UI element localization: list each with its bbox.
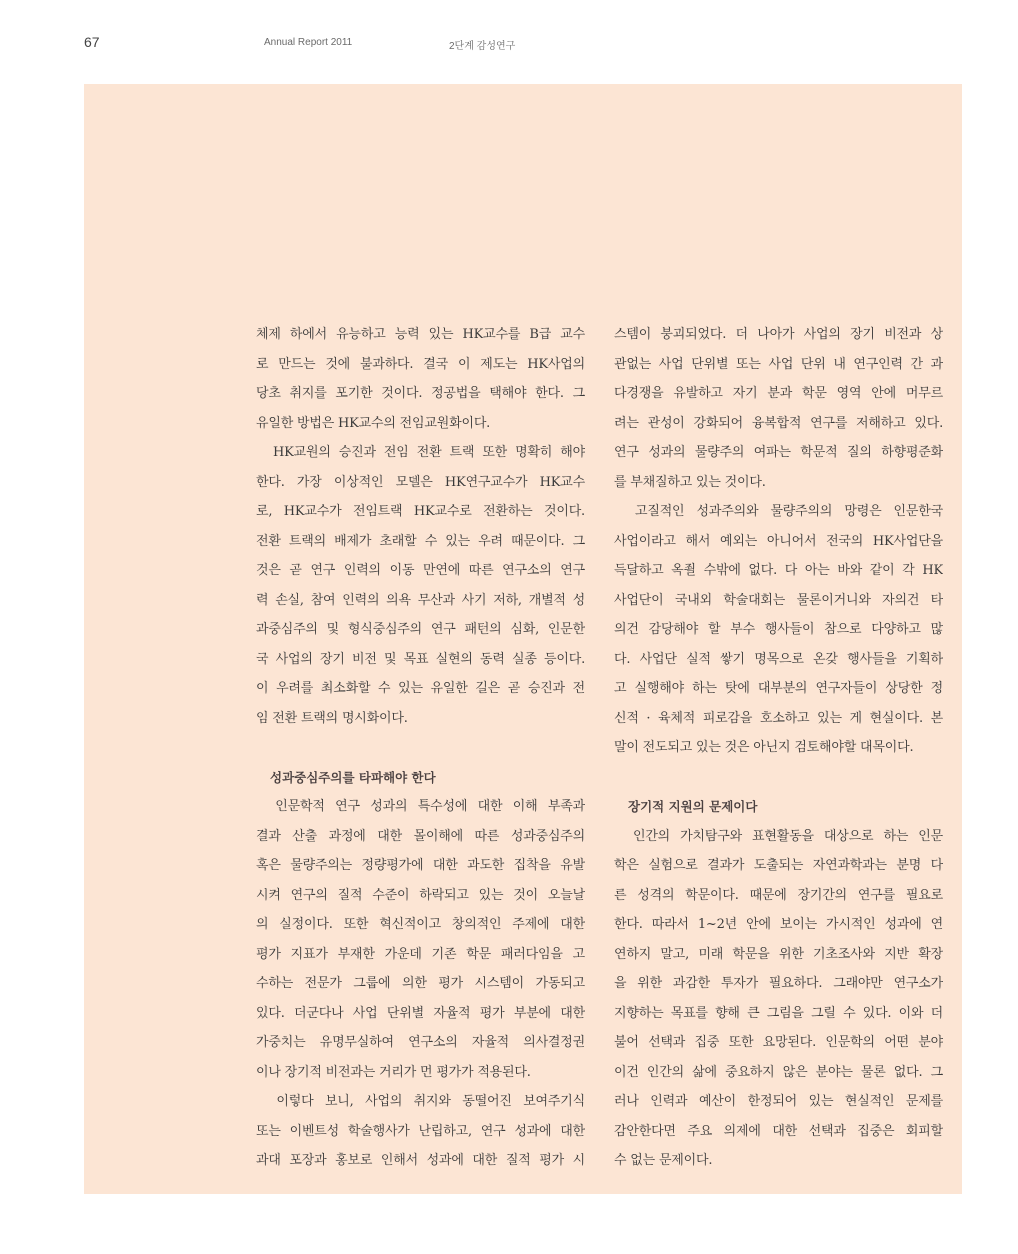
text-line: 수 없는 문제이다. xyxy=(614,1153,713,1168)
text-line: 것은 곧 연구 인력의 이동 만연에 따른 연구소의 연구 xyxy=(256,563,585,578)
paragraph-gap xyxy=(614,763,943,793)
text-line: 임 전환 트랙의 명시화이다. xyxy=(256,710,408,726)
page-number: 67 xyxy=(84,34,100,50)
text-line: 다. 사업단 실적 쌓기 명목으로 온갖 행사들을 기획하 xyxy=(614,651,943,667)
report-title: Annual Report 2011 xyxy=(264,37,353,48)
text-line: 말이 전도되고 있는 것은 아닌지 검토해야할 대목이다. xyxy=(614,740,914,755)
text-line: 불어 선택과 집중 또한 요망된다. 인문학의 어떤 분야 xyxy=(614,1035,943,1050)
text-line: 관없는 사업 단위별 또는 사업 단위 내 연구인력 간 과 xyxy=(614,356,943,372)
paragraph-gap xyxy=(256,733,585,763)
text-line: 체제 하에서 유능하고 능력 있는 HK교수를 B급 교수 xyxy=(256,327,585,342)
text-line: 평가 지표가 부재한 가운데 기존 학문 패러다임을 고 xyxy=(256,946,585,962)
text-line: 이나 장기적 비전과는 거리가 먼 평가가 적용된다. xyxy=(256,1064,531,1080)
text-line: 결과 산출 과정에 대한 몰이해에 따른 성과중심주의 xyxy=(256,828,585,844)
text-line: 이렇다 보니, 사업의 취지와 동떨어진 보여주기식 xyxy=(256,1094,585,1109)
text-line: 시켜 연구의 질적 수준이 하락되고 있는 것이 오늘날 xyxy=(256,887,585,903)
text-line: 득달하고 옥죌 수밖에 없다. 다 아는 바와 같이 각 HK xyxy=(614,563,943,578)
section-heading: 장기적 지원의 문제이다 xyxy=(628,799,758,814)
text-line: 가중치는 유명무실하여 연구소의 자율적 의사결정권 xyxy=(256,1035,585,1050)
text-line: 이 우려를 최소화할 수 있는 유일한 길은 곧 승진과 전 xyxy=(256,681,585,696)
text-line: 로, HK교수가 전임트랙 HK교수로 전환하는 것이다. xyxy=(256,504,585,519)
text-line: 른 성격의 학문이다. 때문에 장기간의 연구를 필요로 xyxy=(614,887,943,903)
text-line: 을 위한 과감한 투자가 필요하다. 그래야만 연구소가 xyxy=(614,976,943,991)
text-line: 고 실행해야 하는 탓에 대부분의 연구자들이 상당한 정 xyxy=(614,681,943,696)
left-text-column xyxy=(256,320,585,1176)
text-line: 과대 포장과 홍보로 인해서 성과에 대한 질적 평가 시 xyxy=(256,1153,585,1168)
text-line: 전환 트랙의 배제가 초래할 수 있는 우려 때문이다. 그 xyxy=(256,533,585,549)
text-line: 학은 실험으로 결과가 도출되는 자연과학과는 분명 다 xyxy=(614,858,943,873)
text-line: 국 사업의 장기 비전 및 목표 실현의 동력 실종 등이다. xyxy=(256,651,585,667)
text-line: 있다. 더군다나 사업 단위별 자율적 평가 부분에 대한 xyxy=(256,1005,585,1021)
text-line: 수하는 전문가 그룹에 의한 평가 시스템이 가동되고 xyxy=(256,976,585,991)
text-line: 러나 인력과 예산이 한정되어 있는 현실적인 문제를 xyxy=(614,1094,943,1109)
text-line: 사업이라고 해서 예외는 아니어서 전국의 HK사업단을 xyxy=(614,533,943,549)
right-text-column xyxy=(614,320,943,1176)
text-line: 당초 취지를 포기한 것이다. 정공법을 택해야 한다. 그 xyxy=(256,386,585,401)
text-line: 연구 성과의 물량주의 여파는 학문적 질의 하향평준화 xyxy=(614,445,943,460)
text-line: 려는 관성이 강화되어 융복합적 연구를 저해하고 있다. xyxy=(614,415,943,431)
text-line: 인문학적 연구 성과의 특수성에 대한 이해 부족과 xyxy=(256,799,585,814)
text-line: 인간의 가치탐구와 표현활동을 대상으로 하는 인문 xyxy=(614,828,943,844)
text-line: 를 부채질하고 있는 것이다. xyxy=(614,474,766,490)
text-line: 감안한다면 주요 의제에 대한 선택과 집중은 회피할 xyxy=(614,1123,943,1139)
text-line: 다경쟁을 유발하고 자기 분과 학문 영역 안에 머무르 xyxy=(614,386,943,401)
text-line: HK교원의 승진과 전임 전환 트랙 또한 명확히 해야 xyxy=(256,445,585,460)
text-line: 연하지 말고, 미래 학문을 위한 기초조사와 지반 확장 xyxy=(614,946,943,962)
text-line: 유일한 방법은 HK교수의 전임교원화이다. xyxy=(256,415,491,431)
text-line: 한다. 따라서 1~2년 안에 보이는 가시적인 성과에 연 xyxy=(614,917,943,932)
text-line: 사업단이 국내외 학술대회는 물론이거니와 자의건 타 xyxy=(614,592,943,608)
text-line: 스템이 붕괴되었다. 더 나아가 사업의 장기 비전과 상 xyxy=(614,327,943,342)
text-line: 력 손실, 참여 인력의 의욕 무산과 사기 저하, 개별적 성 xyxy=(256,592,585,608)
text-line: 신적 · 육체적 피로감을 호소하고 있는 게 현실이다. 본 xyxy=(614,710,943,726)
text-line: 또는 이벤트성 학술행사가 난립하고, 연구 성과에 대한 xyxy=(256,1123,585,1139)
text-line: 의 실정이다. 또한 혁신적이고 창의적인 주제에 대한 xyxy=(256,917,585,932)
section-heading: 성과중심주의를 타파해야 한다 xyxy=(270,769,436,785)
text-line: 과중심주의 및 형식중심주의 연구 패턴의 심화, 인문한 xyxy=(256,622,585,637)
text-line: 혹은 물량주의는 정량평가에 대한 과도한 집착을 유발 xyxy=(256,858,585,873)
text-line: 의건 감당해야 할 부수 행사들이 참으로 다양하고 많 xyxy=(614,622,943,637)
text-line: 고질적인 성과주의와 물량주의의 망령은 인문한국 xyxy=(614,504,943,519)
text-line: 이건 인간의 삶에 중요하지 않은 분야는 물론 없다. 그 xyxy=(614,1064,943,1080)
section-label: 2단계 감성연구 xyxy=(449,41,516,52)
text-line: 로 만드는 것에 불과하다. 결국 이 제도는 HK사업의 xyxy=(256,356,585,372)
text-line: 지향하는 목표를 향해 큰 그림을 그릴 수 있다. 이와 더 xyxy=(614,1005,943,1021)
text-line: 한다. 가장 이상적인 모델은 HK연구교수가 HK교수 xyxy=(256,474,585,490)
